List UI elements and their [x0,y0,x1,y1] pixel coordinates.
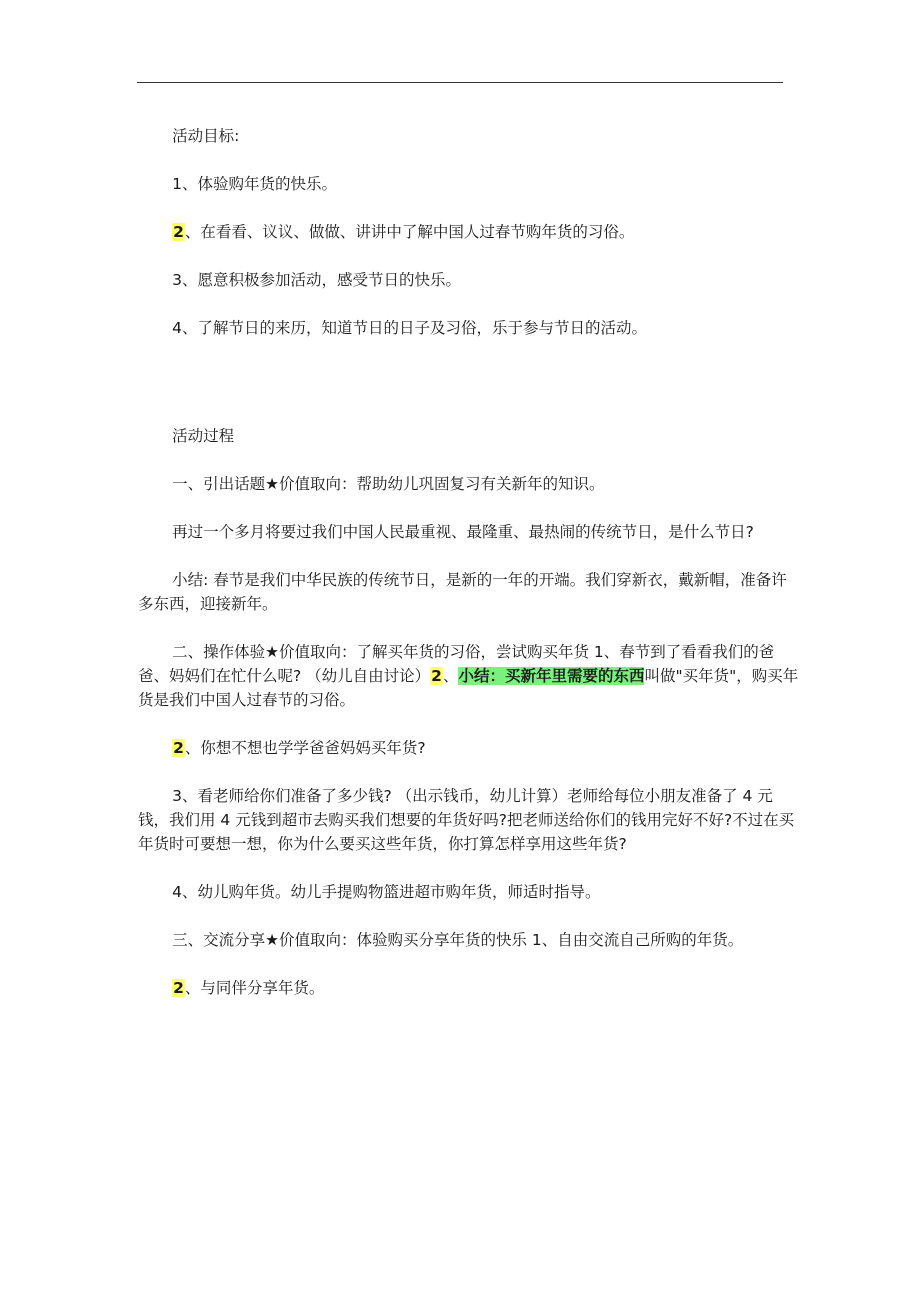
highlight-number: 2 [173,223,184,241]
highlight-summary: 小结：买新年里需要的东西 [458,667,645,685]
section-2-sep: 、 [442,667,459,685]
summary-1: 小结: 春节是我们中华民族的传统节日，是新的一年的开端。我们穿新衣，戴新帽，准备许多东西，迎接新年。 [138,571,787,613]
item-3-2-text: 、与同伴分享年货。 [184,979,325,997]
item-2-text: 、你想不想也学学爸爸妈妈买年货? [184,739,426,757]
goal-3: 3、愿意积极参加活动，感受节日的快乐。 [172,271,461,289]
section-2 [138,640,802,712]
goal-4: 4、了解节日的来历，知道节日的日子及习俗，乐于参与节日的活动。 [172,319,647,337]
item-3-2 [138,976,802,1000]
highlight-number: 2 [173,739,184,757]
goal-2 [138,220,802,244]
question-1: 再过一个多月将要过我们中国人民最重视、最隆重、最热闹的传统节日，是什么节日? [172,523,754,541]
header-rule [137,82,783,83]
goal-2-text: 、在看看、议议、做做、讲讲中了解中国人过春节购年货的习俗。 [184,223,635,241]
goal-1: 1、体验购年货的快乐。 [172,175,337,193]
document-body [138,124,802,1024]
section-3: 三、交流分享★价值取向：体验购买分享年货的快乐 1、自由交流自己所购的年货。 [172,931,744,949]
spacer [138,364,802,424]
highlight-number: 2 [173,979,184,997]
section-2-text-a: 二、操作体验★价值取向：了解买年货的习俗，尝试购买年货 1、春节到了看看我们的爸爸、妈妈们在忙什么呢? （幼儿自由讨论） [138,643,775,685]
item-3: 3、看老师给你们准备了多少钱? （出示钱币，幼儿计算）老师给每位小朋友准备了 4 元钱，我们用 4 元钱到超市去购买我们想要的年货好吗?把老师送给你们的钱用完好不好?不过在买年货时可要想一想，你为什么要买这些年货，你打算怎样享用这些年货? [138,787,795,853]
section-1: 一、引出话题★价值取向：帮助幼儿巩固复习有关新年的知识。 [172,475,605,493]
section-2-text-b: 叫做"买年货"，购买年货是我们中国人过春节的习俗。 [138,667,799,709]
process-title: 活动过程 [172,427,235,445]
item-4: 4、幼儿购年货。幼儿手提购物篮进超市购年货，师适时指导。 [172,883,601,901]
goals-title: 活动目标: [172,127,240,145]
item-2 [138,736,802,760]
highlight-number: 2 [431,667,442,685]
